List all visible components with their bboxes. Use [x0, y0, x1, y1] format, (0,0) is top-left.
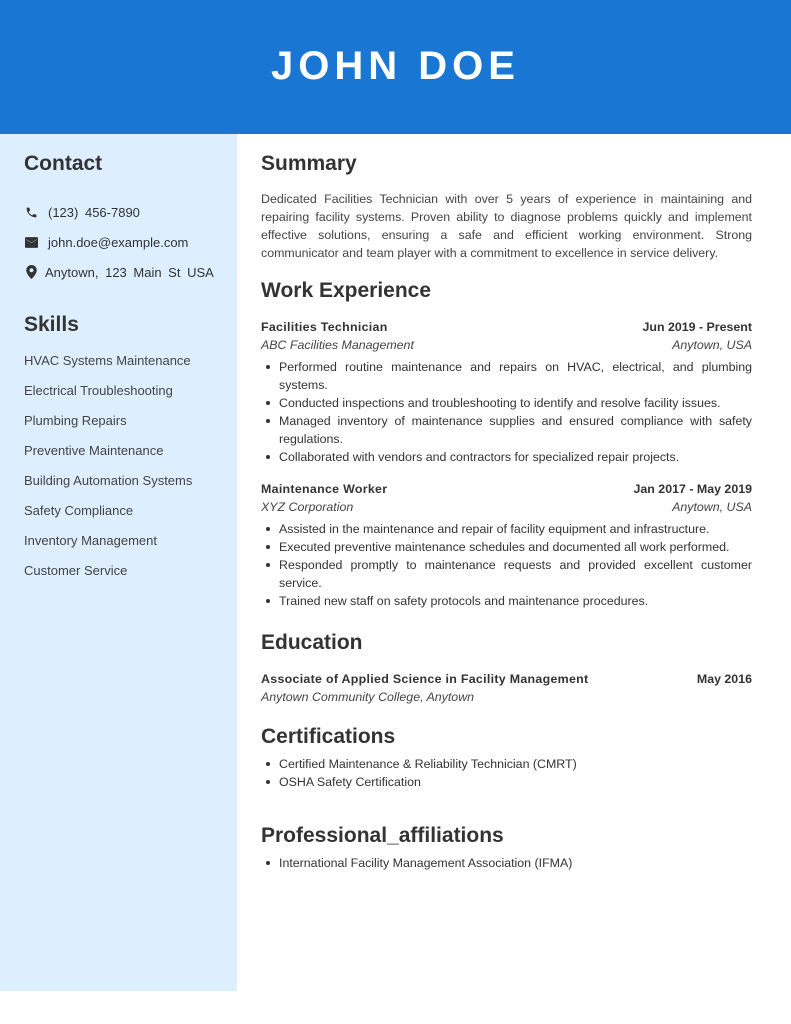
contact-email	[24, 227, 237, 257]
contact-heading: Contact	[24, 152, 103, 175]
school-name: Anytown Community College, Anytown	[261, 690, 475, 704]
job-bullet: Collaborated with vendors and contractors for specialized repair projects.	[261, 448, 752, 466]
summary-heading: Summary	[261, 152, 357, 175]
affiliations-heading: Professional_affiliations	[261, 824, 504, 847]
job-bullet: Responded promptly to maintenance requests and provided excellent customer service.	[261, 556, 752, 592]
main-content	[261, 134, 752, 872]
job-company: XYZ Corporation	[261, 500, 354, 514]
contact-list	[24, 197, 237, 287]
skill-item: Plumbing Repairs	[24, 413, 127, 428]
job-location: Anytown, USA	[672, 500, 752, 514]
skill-item: Electrical Troubleshooting	[24, 383, 173, 398]
certifications-list	[261, 755, 752, 791]
education-heading: Education	[261, 631, 363, 654]
skill-item: Customer Service	[24, 563, 128, 578]
job-dates: Jun 2019 - Present	[642, 320, 752, 334]
affiliation-item: International Facility Management Association (IFMA)	[261, 854, 752, 872]
job-bullet: Trained new staff on safety protocols and maintenance procedures.	[261, 592, 752, 610]
job-title: Maintenance Worker	[261, 482, 388, 496]
education-entry	[261, 672, 752, 704]
address: Anytown, 123 Main St USA	[45, 264, 214, 280]
job-bullets	[261, 520, 752, 610]
affiliations-list	[261, 854, 752, 872]
sidebar	[0, 134, 237, 991]
degree-date: May 2016	[696, 672, 752, 686]
skill-item: HVAC Systems Maintenance	[24, 353, 191, 368]
certifications-heading: Certifications	[261, 725, 396, 748]
skills-list	[24, 353, 237, 593]
email-address: john.doe@example.com	[48, 234, 189, 250]
contact-address	[24, 257, 237, 287]
job-bullet: Conducted inspections and troubleshooting to identify and resolve facility issues.	[261, 394, 752, 412]
job-dates: Jan 2017 - May 2019	[633, 482, 752, 496]
certification-item: OSHA Safety Certification	[261, 773, 752, 791]
job-bullet: Assisted in the maintenance and repair of facility equipment and infrastructure.	[261, 520, 752, 538]
job-location: Anytown, USA	[672, 338, 752, 352]
skill-item: Inventory Management	[24, 533, 157, 548]
job-bullets	[261, 358, 752, 466]
map-pin-icon	[24, 265, 38, 279]
job-entry	[261, 482, 752, 610]
job-bullet: Performed routine maintenance and repairs on HVAC, electrical, and plumbing systems.	[261, 358, 752, 394]
skills-heading: Skills	[24, 313, 79, 336]
summary-text: Dedicated Facilities Technician with over 5 years of experience in maintaining and repairing facility systems. Proven ability to diagnose problems quickly and implement effective solutions, ensuring a safe and efficient working environment. Strong communicator and team player with a commitment to excellence in service delivery.	[261, 192, 752, 260]
envelope-icon	[24, 235, 38, 249]
candidate-name: JOHN DOE	[271, 43, 520, 88]
contact-phone	[24, 197, 237, 227]
skill-item: Safety Compliance	[24, 503, 134, 518]
phone-icon	[24, 205, 38, 219]
job-entry	[261, 320, 752, 466]
skill-item: Building Automation Systems	[24, 473, 193, 488]
skill-item: Preventive Maintenance	[24, 443, 164, 458]
job-bullet: Managed inventory of maintenance supplies and ensured compliance with safety regulations.	[261, 412, 752, 448]
resume-header	[0, 0, 791, 134]
job-company: ABC Facilities Management	[261, 338, 414, 352]
job-bullet: Executed preventive maintenance schedules and documented all work performed.	[261, 538, 752, 556]
phone-number: (123) 456-7890	[48, 204, 140, 220]
job-title: Facilities Technician	[261, 320, 388, 334]
work-experience-heading: Work Experience	[261, 279, 432, 302]
certification-item: Certified Maintenance & Reliability Technician (CMRT)	[261, 755, 752, 773]
degree-title: Associate of Applied Science in Facility Management	[261, 672, 589, 686]
